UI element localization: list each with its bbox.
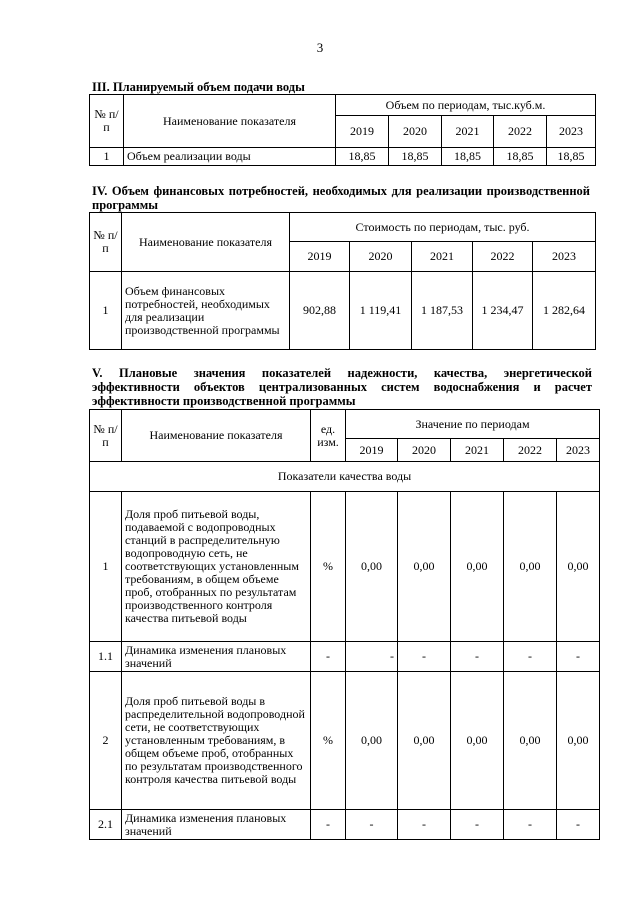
table-row xyxy=(90,642,600,672)
value-cell: 0,00 xyxy=(557,672,600,810)
value-cell: - xyxy=(346,642,398,672)
value-cell: - xyxy=(557,810,600,840)
row-number: 1 xyxy=(90,148,124,166)
table-row xyxy=(90,672,600,810)
year-cell: 2021 xyxy=(412,242,473,272)
section-5-title: V. Плановые значения показателей надежности, качества, энергетической эффективности объектов централизованных систем водоснабжения и расчет эффективности производственной программы xyxy=(92,366,592,408)
value-cell: 18,85 xyxy=(494,148,547,166)
year-cell: 2019 xyxy=(346,439,398,462)
value-cell: - xyxy=(504,810,557,840)
value-cell: - xyxy=(451,642,504,672)
section-3-table xyxy=(89,94,596,166)
value-cell: - xyxy=(398,642,451,672)
header-period: Значение по периодам xyxy=(346,410,600,439)
value-cell: - xyxy=(346,810,398,840)
year-cell: 2022 xyxy=(494,116,547,148)
row-number: 1.1 xyxy=(90,642,122,672)
row-name: Динамика изменения плановых значений xyxy=(122,642,311,672)
value-cell: 1 187,53 xyxy=(412,272,473,350)
table-row xyxy=(90,492,600,642)
year-cell: 2020 xyxy=(389,116,442,148)
header-unit: ед. изм. xyxy=(311,410,346,462)
year-cell: 2021 xyxy=(451,439,504,462)
year-cell: 2019 xyxy=(336,116,389,148)
value-cell: - xyxy=(557,642,600,672)
value-cell: 1 119,41 xyxy=(350,272,412,350)
value-cell: 0,00 xyxy=(451,672,504,810)
unit-cell: - xyxy=(311,810,346,840)
year-cell: 2022 xyxy=(504,439,557,462)
value-cell: - xyxy=(451,810,504,840)
value-cell: 902,88 xyxy=(290,272,350,350)
row-name: Доля проб питьевой воды в распределительной водопроводной сети, не соответствующих установленным требованиям, в общем объеме проб, отобранных по результатам производственного контроля качества питьевой воды xyxy=(122,672,311,810)
row-number: 2 xyxy=(90,672,122,810)
year-cell: 2023 xyxy=(547,116,596,148)
year-cell: 2023 xyxy=(557,439,600,462)
row-name: Объем реализации воды xyxy=(124,148,336,166)
section-4-title: IV. Объем финансовых потребностей, необходимых для реализации производственной программы xyxy=(92,184,590,212)
value-cell: 0,00 xyxy=(451,492,504,642)
value-cell: 18,85 xyxy=(389,148,442,166)
row-number: 2.1 xyxy=(90,810,122,840)
section-4-table xyxy=(89,212,596,350)
value-cell: 0,00 xyxy=(398,672,451,810)
header-number: № п/п xyxy=(90,410,122,462)
group-header: Показатели качества воды xyxy=(90,462,600,492)
value-cell: 0,00 xyxy=(398,492,451,642)
row-name: Доля проб питьевой воды, подаваемой с водопроводных станций в распределительную водопроводную сеть, не соответствующих установленным требованиям, в общем объеме проб, отобранных по результатам производственного контроля качества питьевой воды xyxy=(122,492,311,642)
header-name: Наименование показателя xyxy=(124,95,336,148)
header-number: № п/п xyxy=(90,95,124,148)
year-cell: 2022 xyxy=(473,242,533,272)
table-row xyxy=(90,810,600,840)
header-name: Наименование показателя xyxy=(122,213,290,272)
value-cell: - xyxy=(504,642,557,672)
table-row xyxy=(90,272,596,350)
year-cell: 2019 xyxy=(290,242,350,272)
header-period: Объем по периодам, тыс.куб.м. xyxy=(336,95,596,116)
row-name: Объем финансовых потребностей, необходимых для реализации производственной программы xyxy=(122,272,290,350)
section-3-title: III. Планируемый объем подачи воды xyxy=(92,80,305,94)
value-cell: 18,85 xyxy=(442,148,494,166)
page-number: 3 xyxy=(316,40,324,55)
year-cell: 2020 xyxy=(350,242,412,272)
value-cell: 0,00 xyxy=(557,492,600,642)
value-cell: 0,00 xyxy=(504,672,557,810)
unit-cell: % xyxy=(311,492,346,642)
value-cell: 0,00 xyxy=(346,672,398,810)
unit-cell: - xyxy=(311,642,346,672)
year-cell: 2023 xyxy=(533,242,596,272)
unit-cell: % xyxy=(311,672,346,810)
value-cell: - xyxy=(398,810,451,840)
row-number: 1 xyxy=(90,492,122,642)
value-cell: 18,85 xyxy=(547,148,596,166)
header-period: Стоимость по периодам, тыс. руб. xyxy=(290,213,596,242)
value-cell: 1 282,64 xyxy=(533,272,596,350)
row-name: Динамика изменения плановых значений xyxy=(122,810,311,840)
year-cell: 2020 xyxy=(398,439,451,462)
row-number: 1 xyxy=(90,272,122,350)
section-5-table xyxy=(89,409,600,840)
header-number: № п/п xyxy=(90,213,122,272)
value-cell: 18,85 xyxy=(336,148,389,166)
value-cell: 0,00 xyxy=(504,492,557,642)
table-row xyxy=(90,148,596,166)
year-cell: 2021 xyxy=(442,116,494,148)
value-cell: 0,00 xyxy=(346,492,398,642)
value-cell: 1 234,47 xyxy=(473,272,533,350)
header-name: Наименование показателя xyxy=(122,410,311,462)
